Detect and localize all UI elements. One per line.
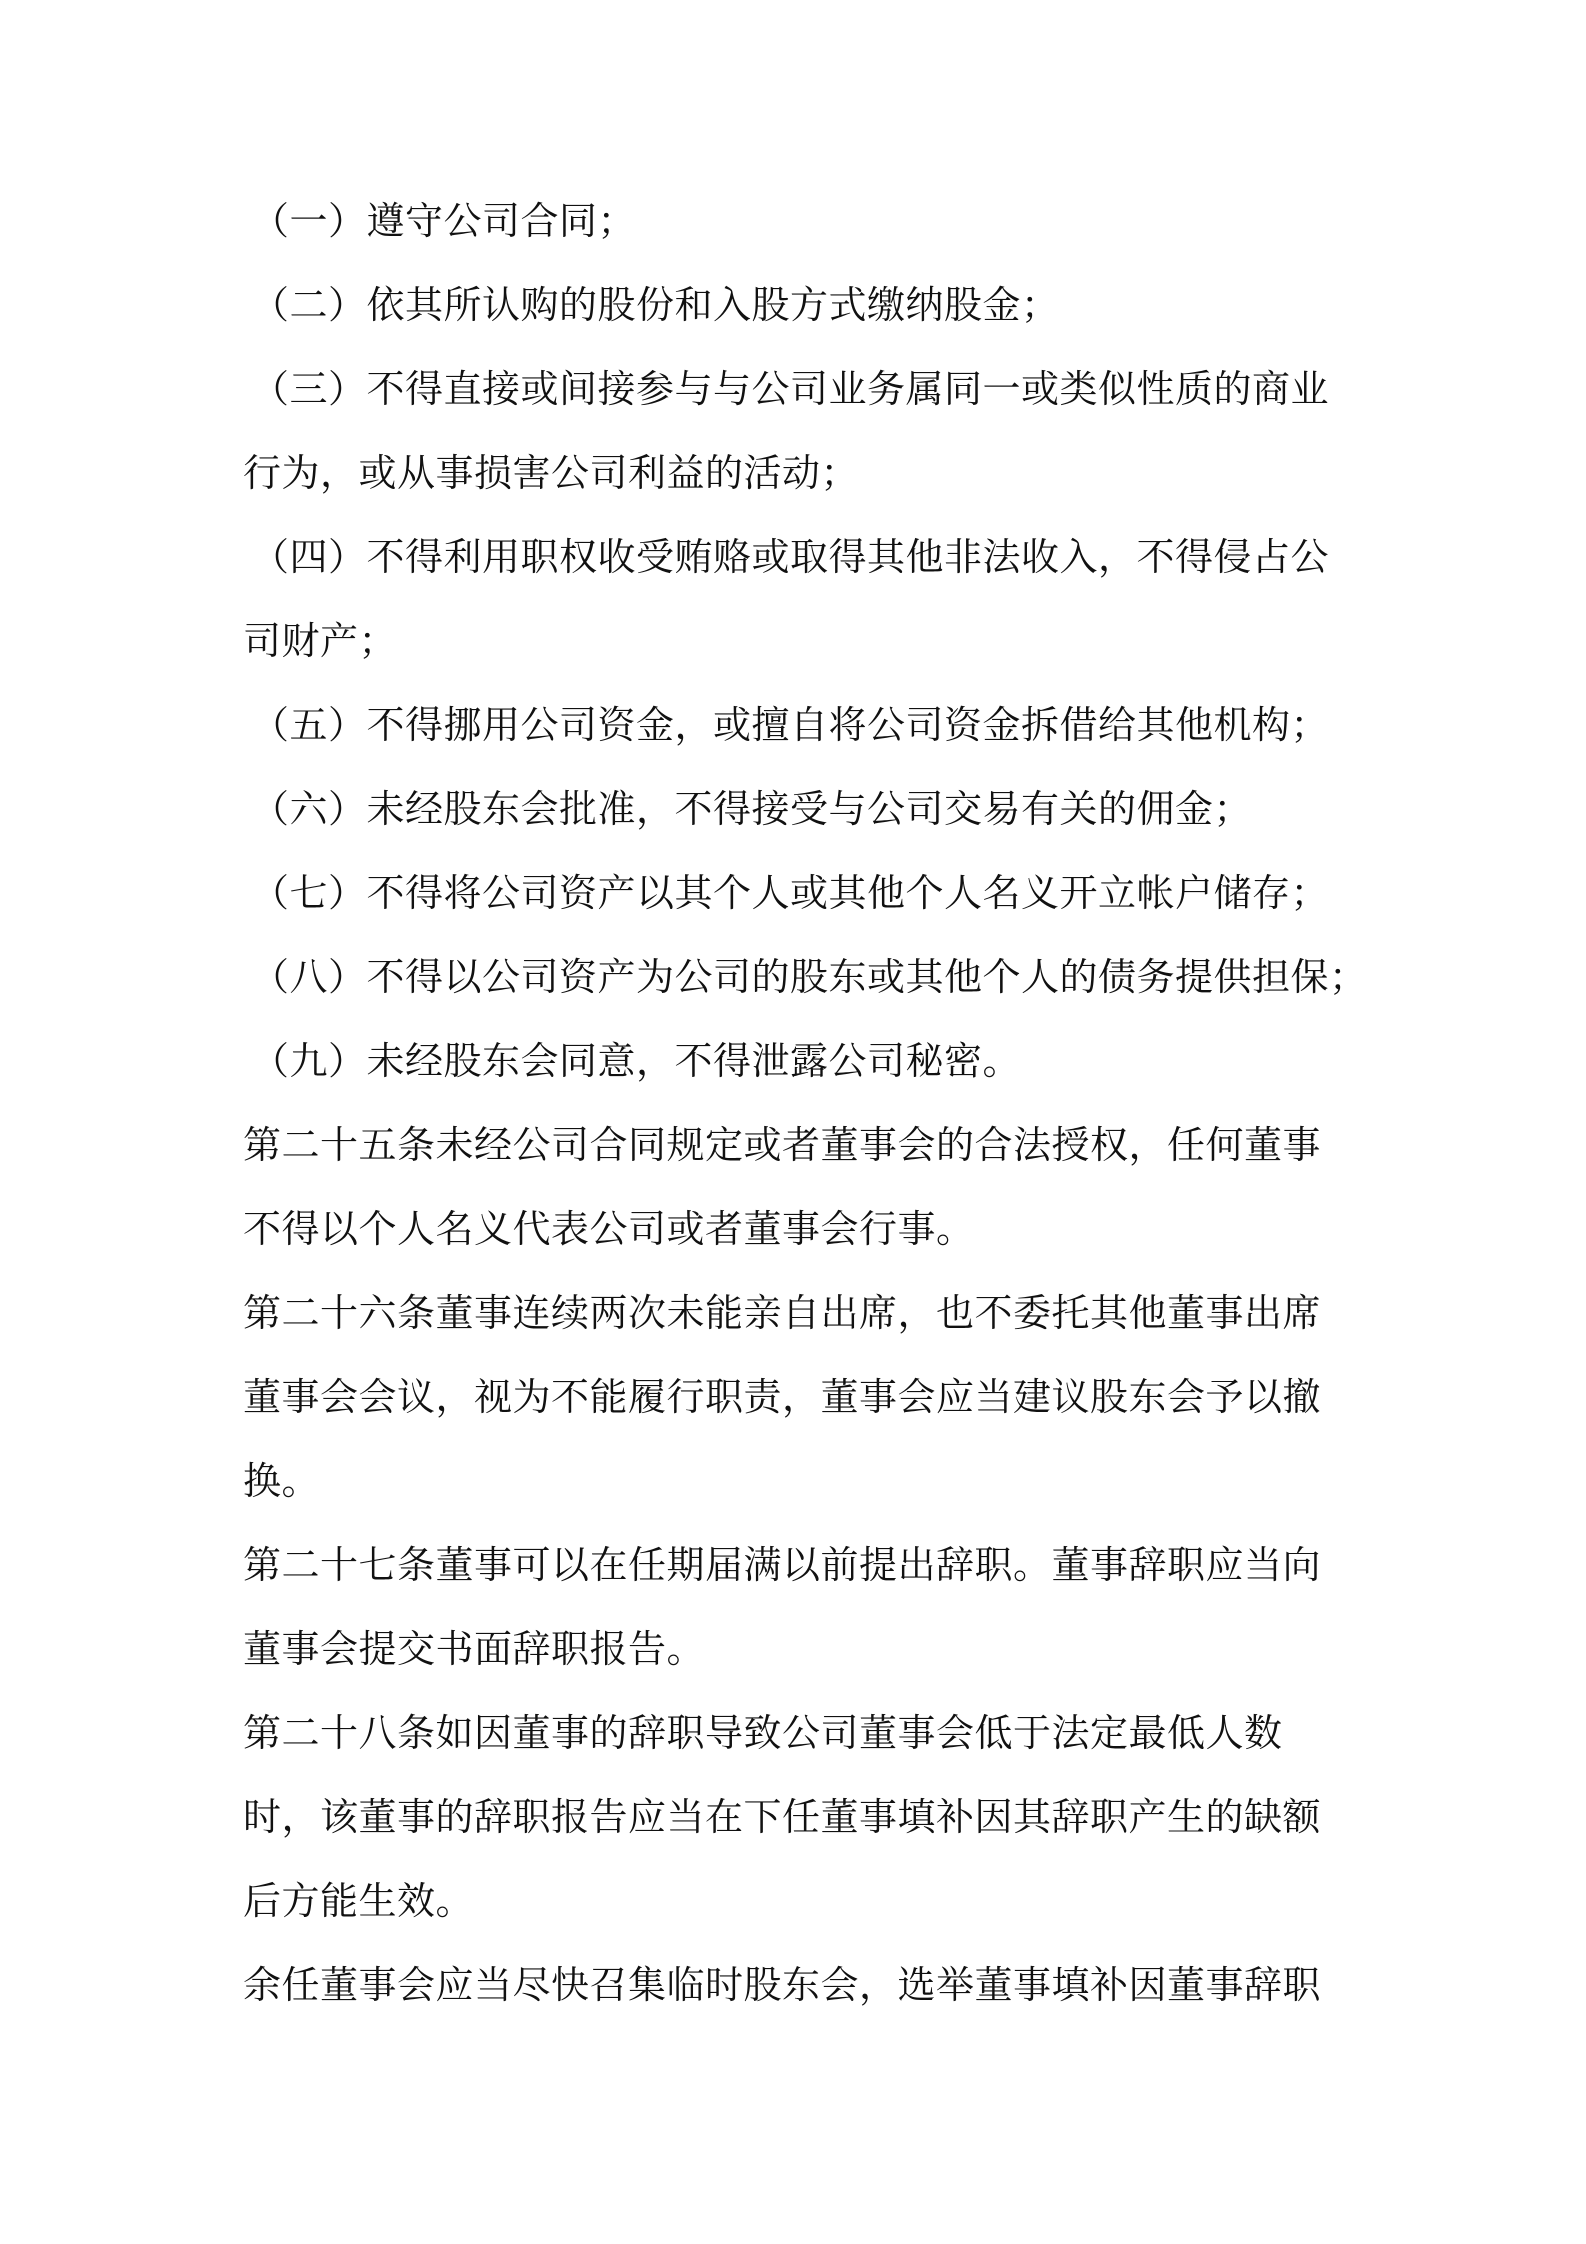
- clause-item-2: （二）依其所认购的股份和入股方式缴纳股金；: [251, 283, 1060, 327]
- clause-item-4-line-1: （四）不得利用职权收受贿赂或取得其他非法收入，不得侵占公: [251, 535, 1330, 579]
- article-28-line-3: 后方能生效。: [243, 1879, 475, 1923]
- clause-item-3-line-2: 行为，或从事损害公司利益的活动；: [243, 451, 860, 495]
- clause-item-8: （八）不得以公司资产为公司的股东或其他个人的债务提供担保；: [251, 955, 1368, 999]
- article-25-line-1: 第二十五条未经公司合同规定或者董事会的合法授权，任何董事: [243, 1123, 1322, 1167]
- clause-item-9: （九）未经股东会同意，不得泄露公司秘密。: [251, 1039, 1022, 1083]
- article-26-line-2: 董事会会议，视为不能履行职责，董事会应当建议股东会予以撤: [243, 1375, 1322, 1419]
- clause-item-7: （七）不得将公司资产以其个人或其他个人名义开立帐户储存；: [251, 871, 1330, 915]
- article-27-line-1: 第二十七条董事可以在任期届满以前提出辞职。董事辞职应当向: [243, 1543, 1322, 1587]
- clause-item-5: （五）不得挪用公司资金，或擅自将公司资金拆借给其他机构；: [251, 703, 1330, 747]
- clause-item-3-line-1: （三）不得直接或间接参与与公司业务属同一或类似性质的商业: [251, 367, 1330, 411]
- article-28-line-1: 第二十八条如因董事的辞职导致公司董事会低于法定最低人数: [243, 1711, 1283, 1755]
- article-27-line-2: 董事会提交书面辞职报告。: [243, 1627, 706, 1671]
- clause-item-4-line-2: 司财产；: [243, 619, 398, 663]
- clause-item-1: （一）遵守公司合同；: [251, 199, 637, 243]
- article-26-line-3: 换。: [243, 1459, 321, 1503]
- article-26-line-1: 第二十六条董事连续两次未能亲自出席，也不委托其他董事出席: [243, 1291, 1322, 1335]
- clause-item-6: （六）未经股东会批准，不得接受与公司交易有关的佣金；: [251, 787, 1253, 831]
- article-25-line-2: 不得以个人名义代表公司或者董事会行事。: [243, 1207, 975, 1251]
- paragraph-remaining-board-line-1: 余任董事会应当尽快召集临时股东会，选举董事填补因董事辞职: [243, 1963, 1322, 2007]
- article-28-line-2: 时，该董事的辞职报告应当在下任董事填补因其辞职产生的缺额: [243, 1795, 1322, 1839]
